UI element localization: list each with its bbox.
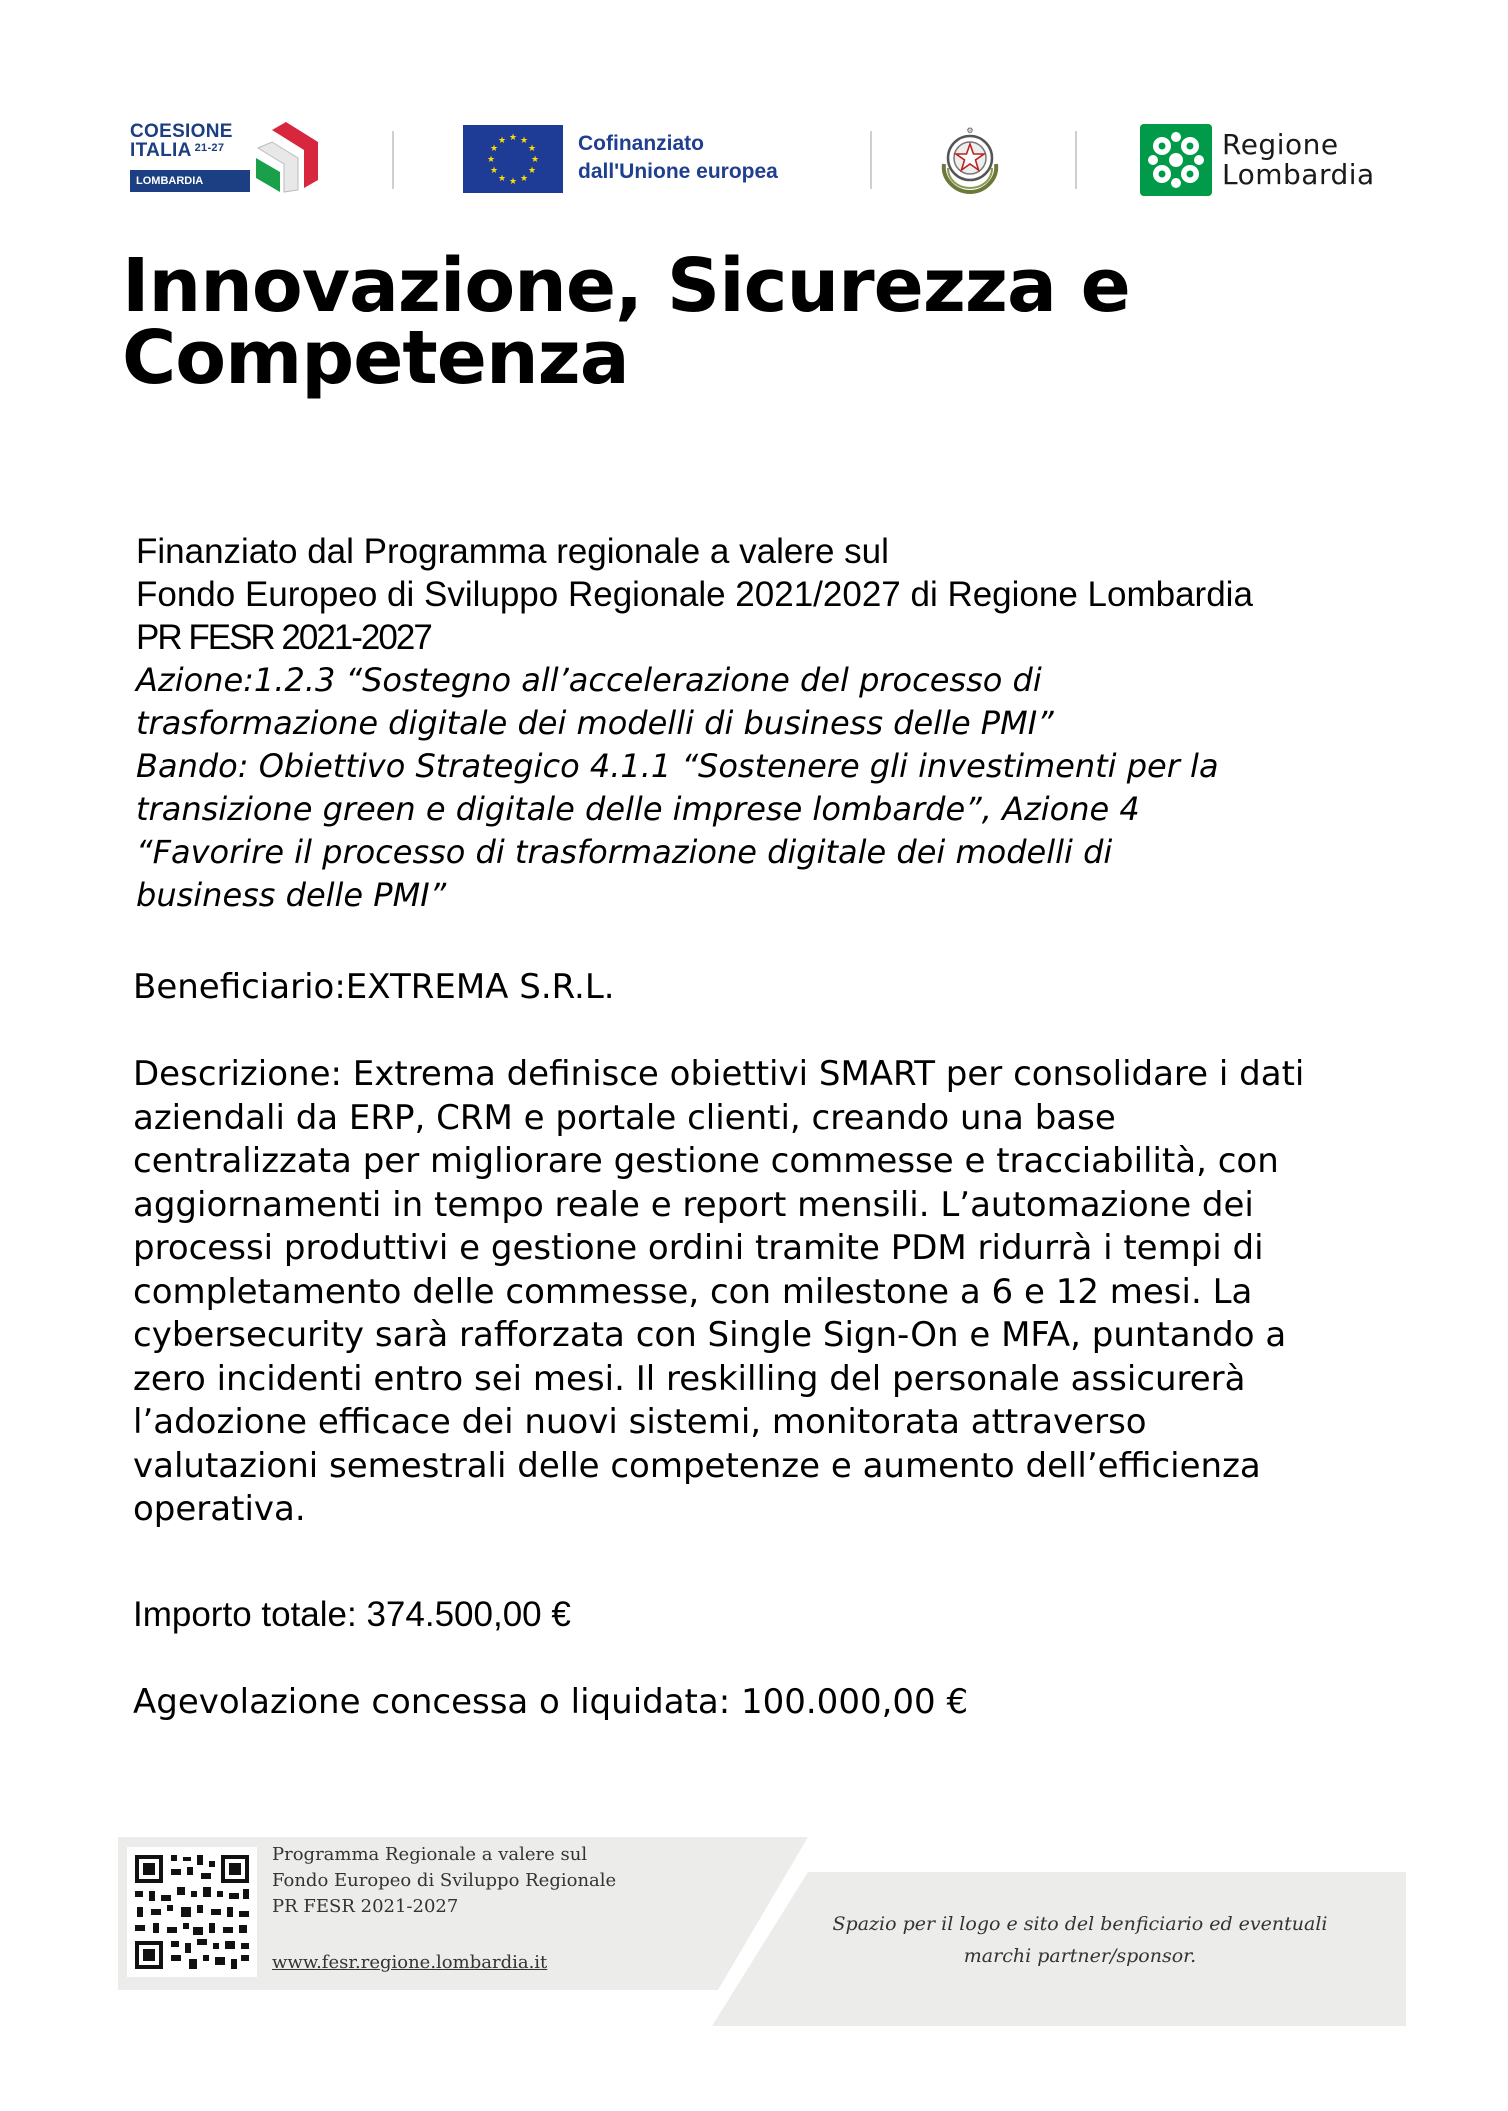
descrizione-line: cybersecurity sarà rafforzata con Single Sign-On e MFA, puntando a [133, 1315, 1287, 1355]
descrizione-line: l’adozione efficace dei nuovi sistemi, monitorata attraverso [133, 1402, 1147, 1442]
svg-text:⚙: ⚙ [966, 126, 974, 135]
descrizione-line: aggiornamenti in tempo reale e report mensili. L’automazione dei [133, 1184, 1254, 1225]
coesione-italia-logo [128, 120, 323, 198]
sponsor-line2: marchi partner/sponsor. [963, 1945, 1197, 1967]
svg-text:★: ★ [497, 174, 507, 184]
svg-text:★: ★ [508, 177, 518, 187]
svg-text:★: ★ [486, 155, 496, 165]
descrizione-line: centralizzata per migliorare gestione commesse e tracciabilità, con [133, 1141, 1279, 1181]
agevolazione: Agevolazione concessa o liquidata: 100.000,00 € [133, 1682, 969, 1722]
svg-text:★: ★ [489, 144, 499, 154]
svg-text:★: ★ [508, 133, 518, 143]
descrizione-line: Descrizione: Extrema definisce obiettivi SMART per consolidare i dati [133, 1054, 1305, 1094]
svg-text:★: ★ [527, 144, 537, 154]
page-title [122, 243, 1322, 401]
title-line2: Competenza [122, 315, 629, 401]
descrizione-line: processi produttivi e gestione ordini tramite PDM ridurrà i tempi di [133, 1228, 1264, 1268]
descrizione-line: completamento delle commesse, con milestone a 6 e 12 mesi. La [133, 1271, 1253, 1312]
svg-text:★: ★ [489, 166, 499, 176]
regione-lombardia-text [1222, 130, 1375, 190]
svg-text:★: ★ [527, 166, 537, 176]
coesione-region-badge: LOMBARDIA [130, 170, 250, 192]
qr-code-icon[interactable] [127, 1847, 257, 1977]
logo-divider [1075, 131, 1077, 189]
eu-flag-icon [463, 125, 563, 193]
coesione-line1: COESIONE [130, 121, 233, 142]
sponsor-placeholder [800, 1908, 1360, 1972]
coesione-years: 21-27 [194, 142, 225, 154]
bando-line4: business delle PMI” [136, 876, 447, 914]
svg-text:★: ★ [519, 136, 529, 146]
footer-prog-line1: Programma Regionale a valere sul [272, 1844, 588, 1865]
importo-totale: Importo totale: 374.500,00 € [133, 1595, 571, 1634]
eu-line1: Cofinanziato [578, 132, 704, 155]
azione-line1: Azione:1.2.3 “Sostegno all’accelerazione del processo di [136, 661, 1042, 699]
descrizione-line: zero incidenti entro sei mesi. Il reskilling del personale assicurerà [133, 1358, 1246, 1399]
eu-cofinanziato-text [578, 130, 778, 186]
regione-line1: Regione [1222, 128, 1339, 161]
footer-prog-line2: Fondo Europeo di Sviluppo Regionale [272, 1870, 617, 1891]
regione-line2: Lombardia [1222, 158, 1375, 191]
bando-line3: “Favorire il processo di trasformazione digitale dei modelli di [136, 833, 1113, 871]
regione-lombardia-rose-icon [1140, 124, 1212, 196]
descrizione [133, 1053, 1433, 1532]
funding-line1: Finanziato dal Programma regionale a valere sul [136, 532, 889, 571]
funding-line3: PR FESR 2021-2027 [136, 618, 431, 657]
coesione-arrows-icon [250, 120, 320, 194]
svg-text:★: ★ [530, 155, 540, 165]
logo-divider [392, 131, 394, 189]
bando-line2: transizione green e digitale delle imprese lombarde”, Azione 4 [136, 790, 1140, 828]
bando-line1: Bando: Obiettivo Strategico 4.1.1 “Sostenere gli investimenti per la [136, 747, 1219, 785]
sponsor-line1: Spazio per il logo e sito del benficiario ed eventuali [832, 1913, 1328, 1935]
descrizione-line: valutazioni semestrali delle competenze e aumento dell’efficienza [133, 1445, 1261, 1486]
eu-line2: dall'Unione europea [578, 160, 778, 183]
descrizione-line: operativa. [133, 1489, 306, 1529]
footer-prog-line3: PR FESR 2021-2027 [272, 1896, 459, 1917]
fesr-website-link[interactable]: www.fesr.regione.lombardia.it [272, 1952, 548, 1973]
italian-republic-emblem-icon [938, 124, 1002, 194]
logo-divider [870, 131, 872, 189]
svg-text:★: ★ [497, 136, 507, 146]
funding-line2: Fondo Europeo di Sviluppo Regionale 2021/2027 di Regione Lombardia [136, 575, 1253, 614]
footer-programma [272, 1842, 616, 1920]
beneficiario: Beneficiario:EXTREMA S.R.L. [133, 967, 615, 1007]
descrizione-line: aziendali da ERP, CRM e portale clienti, creando una base [133, 1097, 1116, 1138]
coesione-line2: ITALIA [130, 140, 192, 161]
title-line1: Innovazione, Sicurezza e [122, 243, 1130, 329]
azione-line2: trasformazione digitale dei modelli di business delle PMI” [136, 704, 1054, 742]
svg-text:★: ★ [519, 174, 529, 184]
funding-info [136, 530, 1436, 917]
